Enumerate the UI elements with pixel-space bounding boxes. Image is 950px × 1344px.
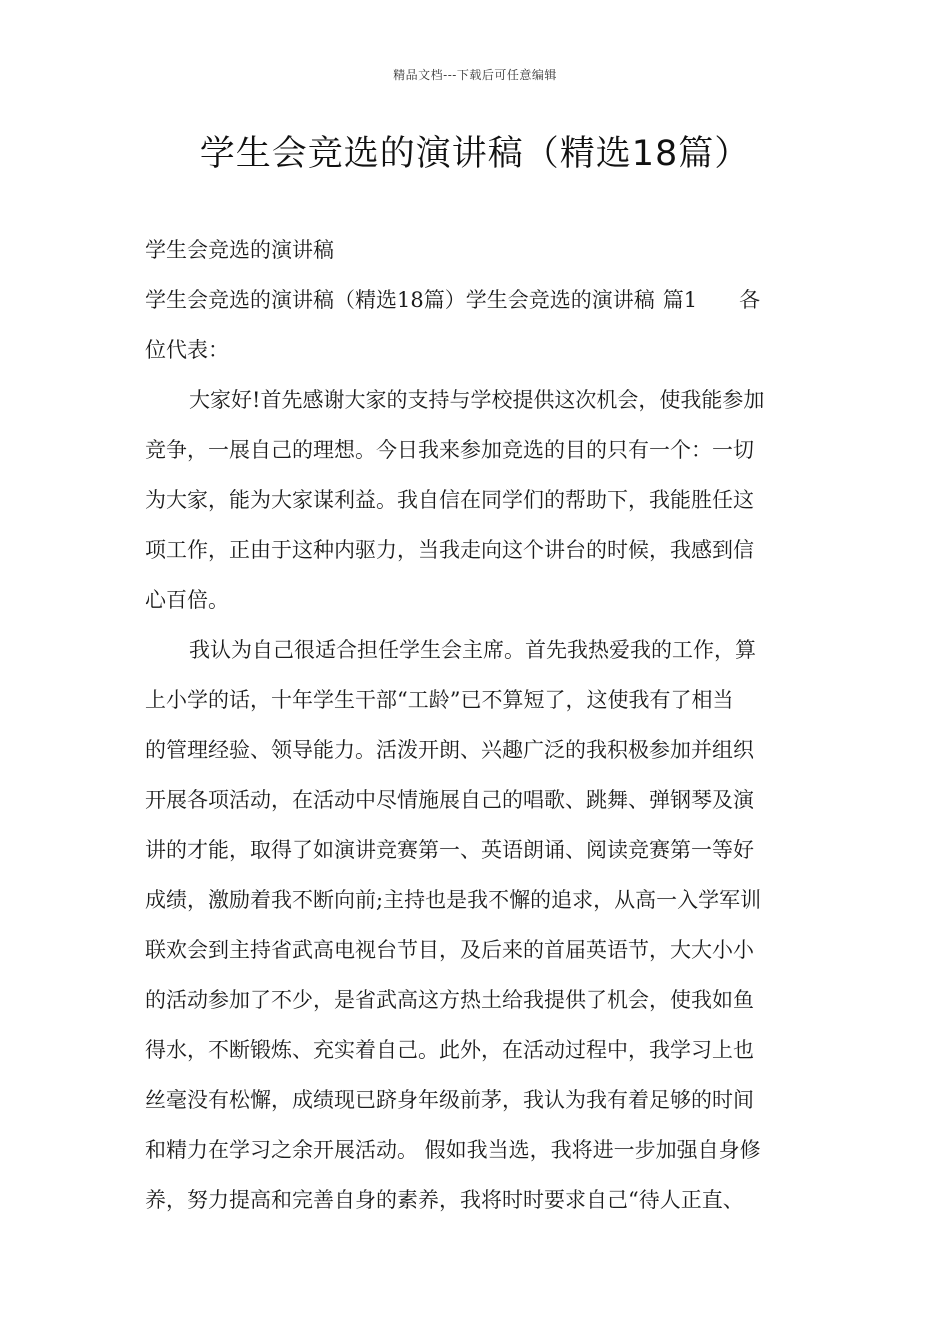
- paragraph-line: 我认为自己很适合担任学生会主席。首先我热爱我的工作，算: [189, 638, 756, 662]
- paragraph-line: 开展各项活动，在活动中尽情施展自己的唱歌、跳舞、弹钢琴及演: [145, 788, 754, 812]
- paragraph-line: 心百倍。: [145, 588, 229, 612]
- intro-first-line: [145, 275, 807, 325]
- paragraph-line: 养，努力提高和完善自身的素养，我将时时要求自己“待人正直、: [145, 1188, 744, 1212]
- paragraph-1: [145, 375, 807, 625]
- salutation-start: 各: [739, 288, 761, 312]
- document-body: [145, 225, 807, 1225]
- paragraph-line: 竞争，一展自己的理想。今日我来参加竞选的目的只有一个：一切: [145, 438, 754, 462]
- intro-line: [145, 275, 807, 375]
- header-note: 精品文档---下载后可任意编辑: [393, 68, 557, 82]
- paragraph-line: 大家好!首先感谢大家的支持与学校提供这次机会，使我能参加: [189, 388, 765, 412]
- paragraph-line: 项工作，正由于这种内驱力，当我走向这个讲台的时候，我感到信: [145, 538, 754, 562]
- paragraph-line: 和精力在学习之余开展活动。 假如我当选，我将进一步加强自身修: [145, 1138, 761, 1162]
- salutation-end: 位代表：: [145, 338, 229, 362]
- paragraph-line: 得水，不断锻炼、充实着自己。此外，在活动过程中，我学习上也: [145, 1038, 754, 1062]
- paragraph-line: 联欢会到主持省武高电视台节目，及后来的首届英语节，大大小小: [145, 938, 754, 962]
- intro-text: 学生会竞选的演讲稿（精选18篇）学生会竞选的演讲稿: [145, 288, 655, 312]
- paragraph-line: 讲的才能，取得了如演讲竞赛第一、英语朗诵、阅读竞赛第一等好: [145, 838, 754, 862]
- document-title: 学生会竞选的演讲稿（精选18篇）: [199, 134, 751, 174]
- paragraph-line: 的管理经验、领导能力。活泼开朗、兴趣广泛的我积极参加并组织: [145, 738, 754, 762]
- paragraph-line: 上小学的话，十年学生干部“工龄”已不算短了，这使我有了相当: [145, 688, 734, 712]
- paragraph-line: 为大家，能为大家谋利益。我自信在同学们的帮助下，我能胜任这: [145, 488, 754, 512]
- paragraph-line: 丝毫没有松懈，成绩现已跻身年级前茅，我认为我有着足够的时间: [145, 1088, 754, 1112]
- section-label: 篇1: [662, 288, 698, 312]
- paragraph-line: 成绩，激励着我不断向前;主持也是我不懈的追求，从高一入学军训: [145, 888, 762, 912]
- subtitle: 学生会竞选的演讲稿: [145, 238, 334, 262]
- paragraph-line: 的活动参加了不少，是省武高这方热土给我提供了机会，使我如鱼: [145, 988, 754, 1012]
- paragraph-2: [145, 625, 807, 1225]
